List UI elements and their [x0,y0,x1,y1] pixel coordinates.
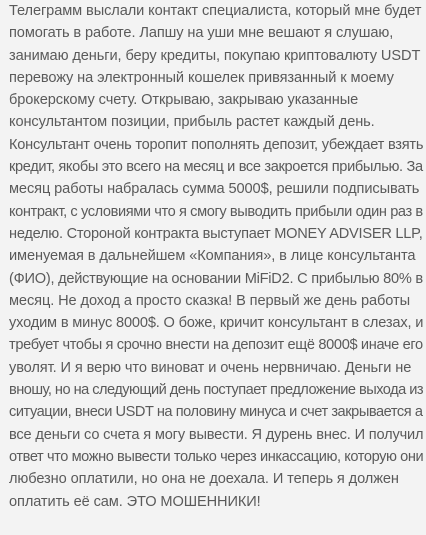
review-line: кредит, якобы это всего на месяц и все закроется прибылью. За [9,159,423,176]
review-line: именуемая в дальнейшем «Компания», в лице консультанта [9,248,416,265]
review-line: месяц работы набралась сумма 5000$, решили подписывать [9,181,420,198]
review-line: месяц. Не доход а просто сказка! В первый же день работы [9,292,410,309]
review-line: занимаю деньги, беру кредиты, покупаю криптовалюту USDT [9,47,421,64]
review-line: Телеграмм выслали контакт специалиста, который мне будет [9,3,422,19]
review-line: любезно оплатили, но она не доехала. И теперь я должен [9,471,399,488]
review-line: все деньги со счета я могу вывести. Я дурень внес. И получил [9,426,424,443]
review-line: требует чтобы я срочно внести на депозит ещё 8000$ иначе его [9,337,423,354]
review-line: неделю. Стороной контракта выступает MONEY ADVISER LLP, [9,225,423,242]
review-line: (ФИО), действующие на основании MiFiD2. С прибылью 80% в [9,270,423,287]
review-line: Консультант очень торопит пополнять депозит, убеждает взять [9,136,424,153]
review-line: ответ что можно вывести только через инкассацию, которую они [9,448,424,465]
review-line: помогать в работе. Лапшу на уши мне вешают я слушаю, [9,25,394,42]
review-line: контракт, с условиями что я смогу выводить прибыли один раз в [9,203,423,220]
review-text [9,0,423,513]
review-line: перевожу на электронный кошелек привязанный к моему [9,69,394,86]
review-line: вношу, но на следующий день поступает предложение выхода из [9,382,423,399]
review-line: уходим в минус 8000$. О боже, кричит консультант в слезах, и [9,315,424,332]
review-line: брокерскому счету. Открываю, закрываю указанные [9,92,359,109]
review-line: оплатить её сам. ЭТО МОШЕННИКИ! [9,493,261,510]
review-line: консультантом позиции, прибыль растет каждый день. [9,114,375,131]
review-line: уволят. И я верю что виноват и очень нервничаю. Деньги не [9,359,412,376]
review-line: ситуации, внеси USDT на половину минуса и счет закрывается а [9,404,423,421]
